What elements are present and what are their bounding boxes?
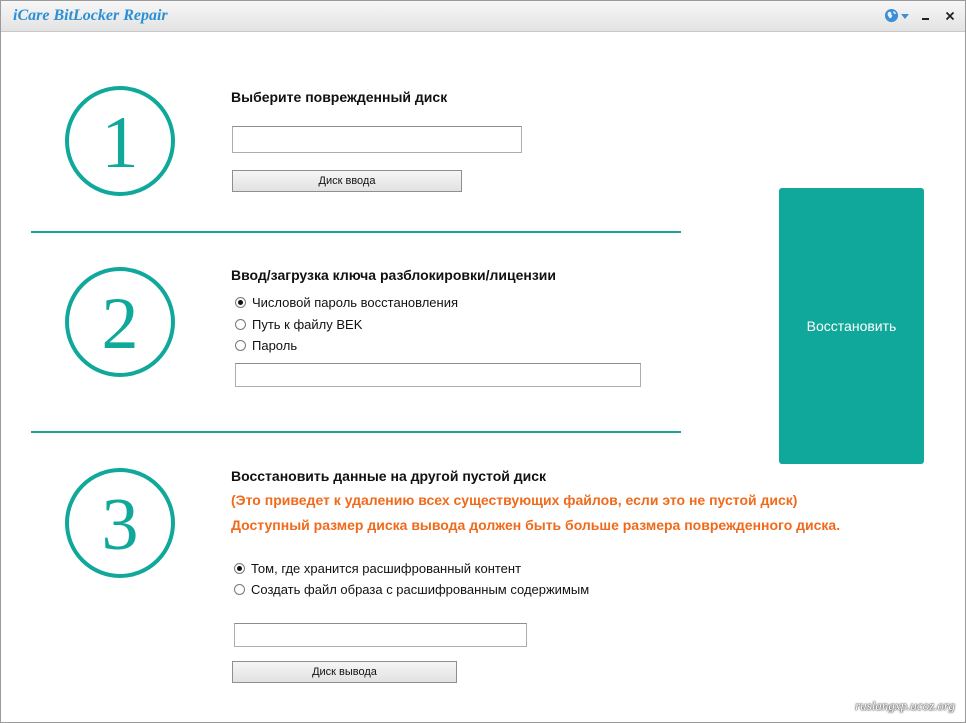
language-menu[interactable] <box>884 8 909 23</box>
damaged-disk-field[interactable] <box>232 126 522 153</box>
radio-bek-file[interactable] <box>235 317 362 332</box>
output-disk-field[interactable] <box>234 623 527 647</box>
close-button[interactable] <box>943 9 957 23</box>
radio-button[interactable] <box>234 584 245 595</box>
restore-button[interactable]: Восстановить <box>779 188 924 464</box>
warning-disk-size: Доступный размер диска вывода должен быть больше размера поврежденного диска. <box>231 517 841 533</box>
step-2-number <box>64 266 176 378</box>
input-disk-button[interactable]: Диск ввода <box>232 170 462 192</box>
radio-button-checked[interactable] <box>234 563 245 574</box>
radio-decrypted-volume-label: Том, где хранится расшифрованный контент <box>251 561 522 576</box>
step-1-number-text: 1 <box>101 102 139 184</box>
radio-image-file-label: Создать файл образа с расшифрованным содержимым <box>251 582 590 597</box>
minimize-button[interactable] <box>919 9 933 23</box>
step-1-number <box>64 85 176 197</box>
radio-button[interactable] <box>235 319 246 330</box>
radio-button[interactable] <box>235 340 246 351</box>
radio-password[interactable] <box>235 338 297 353</box>
radio-image-file[interactable] <box>234 582 589 597</box>
watermark: ruslangxp.ucoz.org <box>855 698 955 713</box>
minimize-icon <box>921 11 931 21</box>
radio-numeric-password[interactable] <box>235 295 458 310</box>
radio-numeric-password-label: Числовой пароль восстановления <box>252 295 459 310</box>
radio-decrypted-volume[interactable] <box>234 561 521 576</box>
globe-icon <box>884 8 899 23</box>
output-disk-button[interactable]: Диск вывода <box>232 661 457 683</box>
radio-button-checked[interactable] <box>235 297 246 308</box>
step-1-heading: Выберите поврежденный диск <box>231 89 448 105</box>
step-3-number-text: 3 <box>101 484 139 566</box>
step-2-number-text: 2 <box>101 283 139 365</box>
step-2-heading: Ввод/загрузка ключа разблокировки/лицензии <box>231 267 557 283</box>
title-bar <box>1 1 965 32</box>
warning-delete-files: (Это приведет к удалению всех существующих файлов, если это не пустой диск) <box>231 492 798 508</box>
step-3-number <box>64 467 176 579</box>
divider-1 <box>31 231 681 233</box>
radio-bek-file-label: Путь к файлу BEK <box>252 317 363 332</box>
close-icon <box>945 11 955 21</box>
divider-2 <box>31 431 681 433</box>
radio-password-label: Пароль <box>252 338 298 353</box>
window-title: iCare BitLocker Repair <box>13 7 168 24</box>
triangle-down-icon <box>901 12 909 20</box>
step-3-heading: Восстановить данные на другой пустой диск <box>231 468 547 484</box>
window-controls <box>884 8 957 23</box>
key-input-field[interactable] <box>235 363 641 387</box>
